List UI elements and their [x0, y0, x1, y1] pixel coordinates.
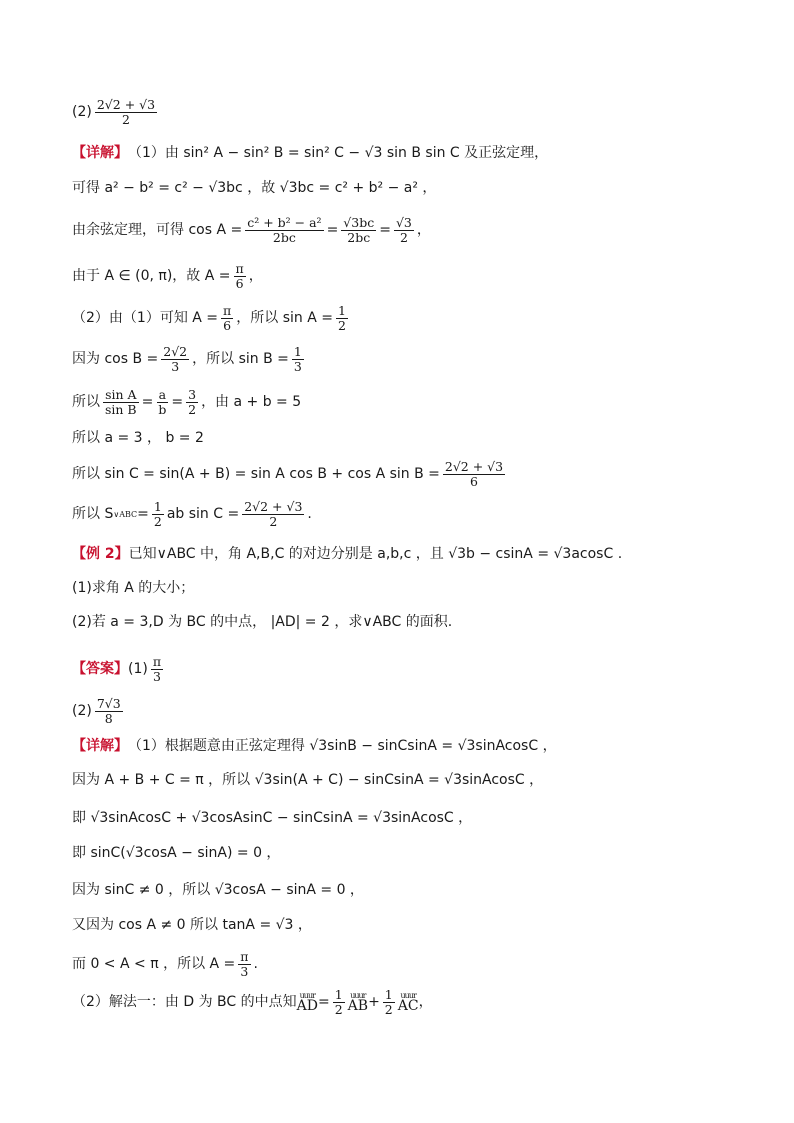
line-text: ，所以 sin B = — [192, 351, 289, 368]
line-text: ， — [248, 268, 263, 285]
vector — [296, 990, 318, 1014]
equals: = — [171, 394, 184, 411]
fraction-numerator: π — [240, 949, 249, 964]
fraction — [103, 388, 139, 418]
line-text: 因为 A + B + C = π ，所以 √3sin(A + C) − sinCsinA = √3sinAcosC ， — [72, 772, 544, 788]
fraction — [245, 216, 323, 246]
fraction — [238, 950, 250, 980]
fraction — [234, 262, 246, 292]
fraction-denominator: 3 — [240, 964, 249, 980]
text-line — [72, 145, 754, 162]
text-line — [72, 460, 754, 490]
line-text: (1)求角 A 的大小； — [72, 580, 195, 596]
fraction-denominator: 3 — [171, 359, 180, 375]
line-text: 所以 a = 3 ， b = 2 — [72, 430, 204, 446]
fraction-denominator: 6 — [470, 474, 478, 490]
fraction — [152, 500, 164, 530]
section-tag: 【例 2】 — [72, 546, 129, 562]
fraction-numerator: 1 — [293, 344, 302, 359]
fraction-numerator: √3bc — [343, 215, 375, 230]
section-tag: 【详解】 — [72, 145, 128, 161]
fraction-numerator: 1 — [384, 987, 393, 1002]
fraction-numerator: 3 — [188, 387, 197, 402]
text-line — [72, 917, 754, 934]
line-text: ， — [416, 222, 431, 239]
fraction-numerator: 2√2 + √3 — [96, 97, 156, 112]
text-line — [72, 546, 754, 563]
fraction — [383, 988, 395, 1018]
line-text: 所以 — [72, 394, 100, 411]
text-line — [72, 614, 754, 631]
fraction — [161, 345, 189, 375]
fraction-denominator: 6 — [235, 276, 244, 292]
text-line — [72, 98, 754, 128]
line-text: 由余弦定理，可得 cos A = — [72, 222, 243, 239]
fraction-denominator: 6 — [223, 318, 232, 334]
vector — [347, 990, 369, 1014]
fraction-denominator: sin B — [105, 402, 137, 418]
text-line — [72, 845, 754, 862]
text-line — [72, 950, 754, 980]
fraction-denominator: 2bc — [272, 230, 296, 246]
fraction — [186, 388, 198, 418]
fraction-denominator: 2 — [188, 402, 197, 418]
line-text: 已知∨ABC 中，角 A,B,C 的对边分别是 a,b,c ，且 √3b − csinA = √3acosC . — [128, 546, 623, 562]
fraction-numerator: sin A — [105, 387, 137, 402]
equals: = — [379, 222, 391, 239]
text-line — [72, 180, 754, 197]
fraction-numerator: π — [223, 303, 232, 318]
fraction-numerator: π — [235, 261, 244, 276]
fraction-denominator: 2 — [334, 1002, 343, 1018]
fraction — [292, 345, 304, 375]
vector-name: AC — [397, 997, 419, 1014]
text-line — [72, 988, 754, 1018]
fraction-denominator: 2 — [399, 230, 408, 246]
line-text: (2)若 a = 3,D 为 BC 的中点， |AD| = 2 ，求∨ABC 的面积. — [72, 614, 453, 630]
vector-name: AD — [296, 997, 318, 1014]
line-text: (2) — [72, 104, 92, 121]
section-tag: 【答案】 — [72, 661, 128, 678]
text-line — [72, 304, 754, 334]
subscript: ∨ABC — [113, 510, 138, 520]
fraction-numerator: 7√3 — [96, 696, 121, 711]
equals: = — [137, 506, 149, 523]
fraction-numerator: 1 — [153, 499, 162, 514]
fraction-denominator: 3 — [152, 669, 161, 685]
line-text: (2) — [72, 703, 92, 720]
fraction-denominator: 2 — [337, 318, 346, 334]
fraction — [336, 304, 348, 334]
text-line — [72, 882, 754, 899]
text-line — [72, 430, 754, 447]
fraction-denominator: 2 — [153, 514, 162, 530]
line-text: 即 √3sinAcosC + √3cosAsinC − sinCsinA = √3sinAcosC ， — [72, 810, 473, 826]
equals: = — [141, 394, 154, 411]
line-text: . — [307, 506, 312, 523]
fraction — [242, 500, 304, 530]
fraction-denominator: 8 — [104, 711, 113, 727]
vector-arrow-mark: uuur — [299, 990, 315, 1000]
vector — [397, 990, 419, 1014]
fraction — [394, 216, 414, 246]
vector-arrow-mark: uuur — [350, 990, 366, 1000]
line-text: ， — [418, 994, 433, 1011]
text-line — [72, 810, 754, 827]
text-line — [72, 262, 754, 292]
line-text: （2）由（1）可知 A = — [72, 310, 219, 327]
line-text: （1）根据题意由正弦定理得 √3sinB − sinCsinA = √3sinAcosC ， — [128, 738, 557, 754]
line-text: 由于 A ∈ (0, π)，故 A = — [72, 268, 231, 285]
fraction — [95, 697, 123, 727]
fraction-numerator: 2√2 + √3 — [444, 459, 504, 474]
vector-arrow-mark: uuur — [400, 990, 416, 1000]
text-line — [72, 216, 754, 246]
line-text: . — [253, 956, 258, 973]
fraction-numerator: √3 — [395, 215, 412, 230]
vector-name: AB — [347, 997, 369, 1014]
fraction — [156, 388, 168, 418]
line-text: （2）解法一：由 D 为 BC 的中点知 — [72, 994, 297, 1011]
line-text: 所以 sin C = sin(A + B) = sin A cos B + cos A sin B = — [72, 466, 440, 483]
fraction-denominator: 2 — [121, 112, 130, 128]
plus: + — [368, 994, 380, 1011]
text-line — [72, 388, 754, 418]
line-text: ab sin C = — [166, 506, 240, 523]
line-text: 而 0 < A < π ，所以 A = — [72, 956, 236, 973]
line-text: ，由 a + b = 5 — [201, 394, 302, 411]
fraction — [443, 460, 505, 490]
text-line — [72, 500, 754, 530]
fraction-numerator: 1 — [337, 303, 346, 318]
text-line — [72, 655, 754, 685]
fraction-denominator: 2 — [269, 514, 278, 530]
equals: = — [326, 222, 339, 239]
fraction-numerator: π — [152, 654, 162, 669]
equals: = — [317, 994, 330, 1011]
line-text: 即 sinC(√3cosA − sinA) = 0 ， — [72, 845, 281, 861]
line-text: ，所以 sin A = — [236, 310, 333, 327]
fraction — [333, 988, 345, 1018]
line-text: 因为 sinC ≠ 0 ，所以 √3cosA − sinA = 0 ， — [72, 882, 364, 898]
line-text: (1) — [128, 661, 148, 678]
fraction — [95, 98, 157, 128]
fraction — [221, 304, 233, 334]
text-line — [72, 697, 754, 727]
text-line — [72, 580, 754, 597]
fraction-denominator: b — [158, 402, 167, 418]
text-line — [72, 345, 754, 375]
line-text: 可得 a² − b² = c² − √3bc ，故 √3bc = c² + b² − a² ， — [72, 180, 437, 196]
fraction-denominator: 2 — [384, 1002, 393, 1018]
line-text: 又因为 cos A ≠ 0 所以 tanA = √3 ， — [72, 917, 312, 933]
fraction-numerator: 1 — [334, 987, 343, 1002]
line-text: （1）由 sin² A − sin² B = sin² C − √3 sin B sin C 及正弦定理， — [128, 145, 549, 161]
fraction — [341, 216, 376, 246]
text-line — [72, 772, 754, 789]
fraction-denominator: 2bc — [347, 230, 371, 246]
line-text: 所以 S — [72, 506, 114, 523]
line-text: 因为 cos B = — [72, 351, 159, 368]
fraction-numerator: 2√2 + √3 — [244, 499, 303, 514]
text-line — [72, 738, 754, 755]
fraction-numerator: 2√2 — [163, 344, 188, 359]
fraction-numerator: c² + b² − a² — [247, 215, 322, 230]
fraction — [151, 655, 163, 685]
section-tag: 【详解】 — [72, 738, 128, 754]
fraction-denominator: 3 — [293, 359, 302, 375]
fraction-numerator: a — [158, 387, 167, 402]
